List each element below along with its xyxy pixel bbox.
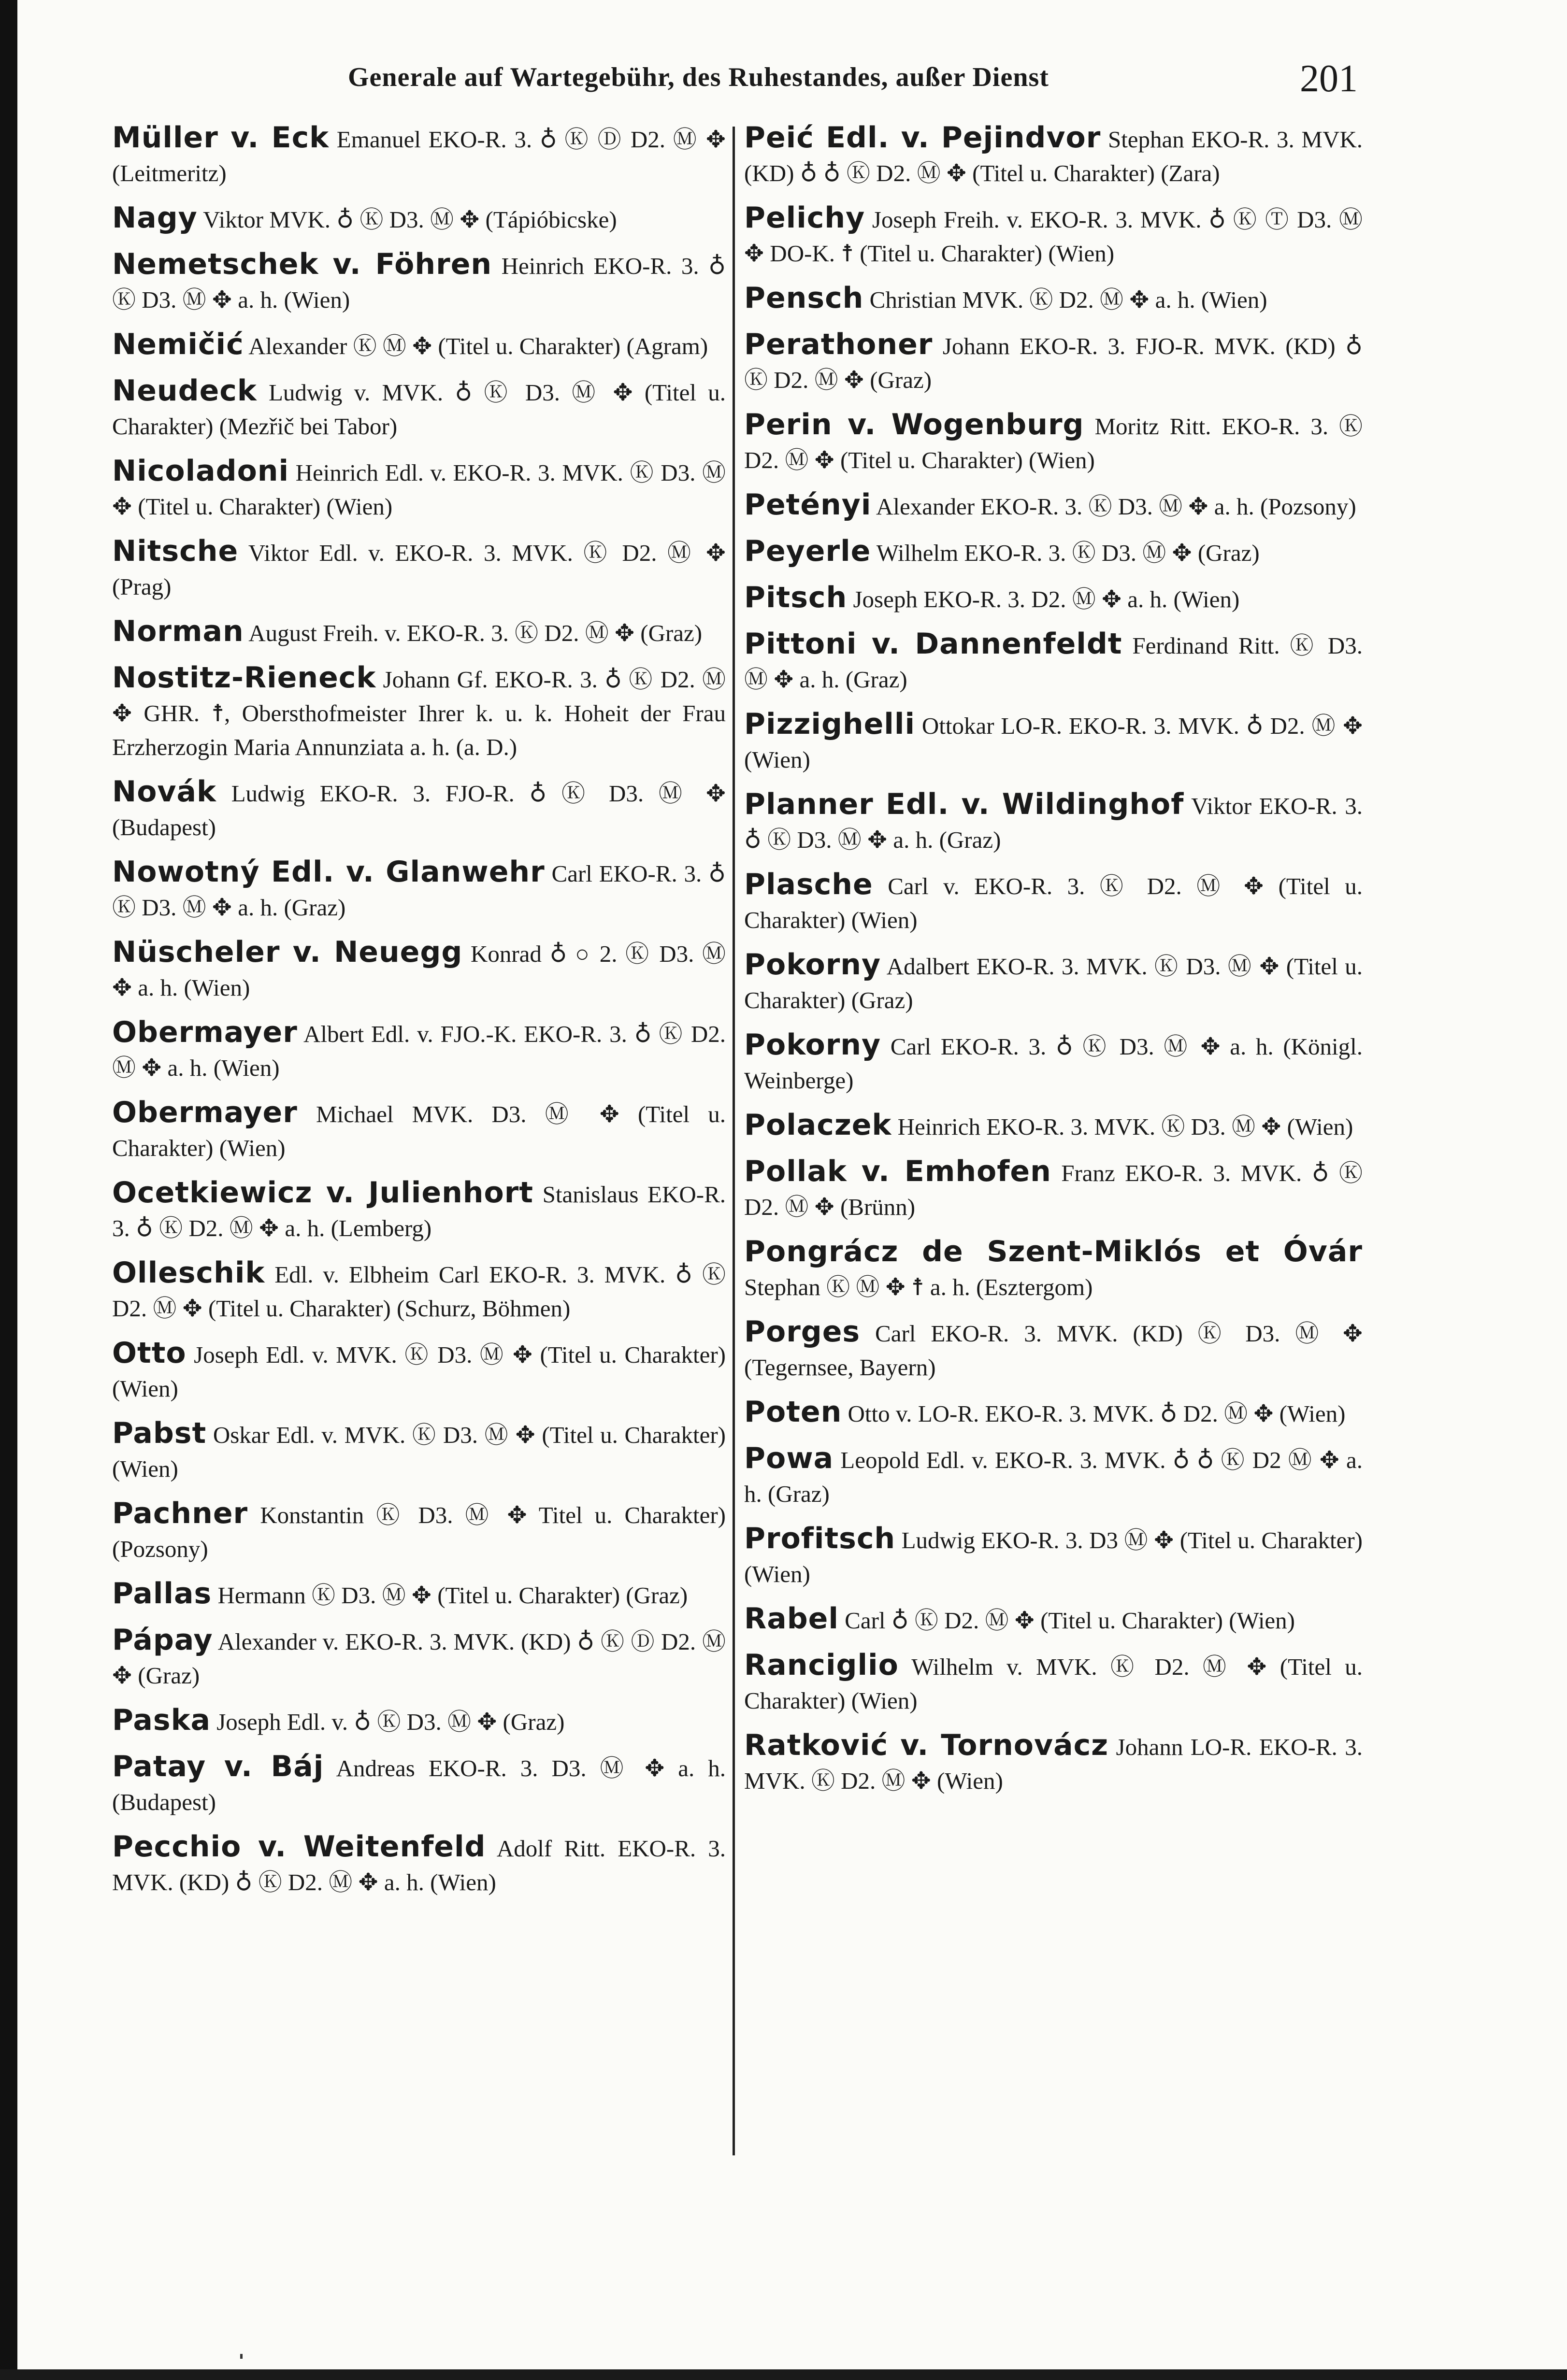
- list-item: [744, 1602, 1363, 1638]
- entry-detail: Hermann Ⓚ D3. Ⓜ ✥ (Titel u. Charakter) (Graz): [212, 1582, 688, 1609]
- entry-detail: Emanuel EKO-R. 3. ♁ Ⓚ Ⓓ D2. Ⓜ ✥ (Leitmeritz): [112, 126, 726, 186]
- entry-name: Pongrácz de Szent-Miklós et Óvár: [744, 1235, 1363, 1268]
- entry-name: Pabst: [112, 1416, 207, 1450]
- list-item: [744, 121, 1363, 190]
- entry-name: Pollak v. Emhofen: [744, 1154, 1051, 1188]
- entry-name: Nostitz-Rieneck: [112, 661, 376, 695]
- entry-detail: Alexander v. EKO-R. 3. MVK. (KD) ♁ Ⓚ Ⓓ D2. Ⓜ ✥ (Graz): [112, 1628, 726, 1689]
- entry-name: Ranciglio: [744, 1648, 899, 1682]
- entry-name: Perin v. Wogenburg: [744, 408, 1084, 442]
- entry-detail: Johann EKO-R. 3. FJO-R. MVK. (KD) ♁ Ⓚ D2. Ⓜ ✥ (Graz): [744, 333, 1363, 393]
- entry-name: Porges: [744, 1315, 861, 1349]
- entry-detail: Ludwig EKO-R. 3. FJO-R. ♁ Ⓚ D3. Ⓜ ✥ (Budapest): [112, 780, 726, 841]
- entry-name: Pitsch: [744, 581, 848, 614]
- list-item: [112, 121, 726, 190]
- entry-detail: Otto v. LO-R. EKO-R. 3. MVK. ♁ D2. Ⓜ ✥ (Wien): [842, 1400, 1346, 1427]
- entry-name: Nicoladoni: [112, 454, 289, 488]
- entry-detail: Stephan EKO-R. 3. MVK. (KD) ♁ ♁ Ⓚ D2. Ⓜ ✥ (Titel u. Charakter) (Zara): [744, 126, 1363, 186]
- entry-name: Ocetkiewicz v. Julienhort: [112, 1176, 533, 1210]
- entry-detail: Andreas EKO-R. 3. D3. Ⓜ ✥ a. h. (Budapest): [112, 1755, 726, 1815]
- entry-detail: Leopold Edl. v. EKO-R. 3. MVK. ♁ ♁ Ⓚ D2 Ⓜ ✥ a. h. (Graz): [744, 1447, 1363, 1507]
- entry-detail: Joseph EKO-R. 3. D2. Ⓜ ✥ a. h. (Wien): [847, 586, 1240, 613]
- entry-detail: Viktor EKO-R. 3. ♁ Ⓚ D3. Ⓜ ✥ a. h. (Graz): [744, 793, 1363, 853]
- list-item: [112, 1703, 726, 1739]
- entry-name: Petényi: [744, 488, 872, 522]
- entry-detail: Joseph Freih. v. EKO-R. 3. MVK. ♁ Ⓚ Ⓣ D3. Ⓜ ✥ DO-K. ☨ (Titel u. Charakter) (Wien): [744, 206, 1363, 267]
- list-item: [744, 707, 1363, 777]
- entry-name: Patay v. Báj: [112, 1750, 324, 1783]
- entry-name: Peić Edl. v. Pejindvor: [744, 121, 1101, 155]
- entry-name: Nowotný Edl. v. Glanwehr: [112, 855, 545, 889]
- entry-detail: Adalbert EKO-R. 3. MVK. Ⓚ D3. Ⓜ ✥ (Titel u. Charakter) (Graz): [744, 953, 1363, 1013]
- entry-detail: Carl ♁ Ⓚ D2. Ⓜ ✥ (Titel u. Charakter) (Wien): [838, 1607, 1295, 1634]
- page-header: [111, 57, 1358, 110]
- entry-name: Nüscheler v. Neuegg: [112, 935, 463, 969]
- list-item: [744, 1395, 1363, 1431]
- list-item: [112, 855, 726, 925]
- list-item: [744, 281, 1363, 317]
- entry-detail: Viktor Edl. v. EKO-R. 3. MVK. Ⓚ D2. Ⓜ ✥ (Prag): [112, 540, 726, 600]
- entry-name: Obermayer: [112, 1096, 298, 1129]
- entry-detail: Stephan Ⓚ Ⓜ ✥ ☨ a. h. (Esztergom): [744, 1274, 1093, 1300]
- running-head: Generale auf Wartegebühr, des Ruhestandes, außer Dienst: [348, 62, 1049, 92]
- entry-detail: Heinrich Edl. v. EKO-R. 3. MVK. Ⓚ D3. Ⓜ ✥ (Titel u. Charakter) (Wien): [112, 459, 726, 520]
- scan-edge-left: [0, 0, 17, 2380]
- entry-detail: Adolf Ritt. EKO-R. 3. MVK. (KD) ♁ Ⓚ D2. Ⓜ ✥ a. h. (Wien): [112, 1835, 726, 1895]
- entry-name: Pokorny: [744, 1028, 881, 1062]
- entry-detail: Alexander EKO-R. 3. Ⓚ D3. Ⓜ ✥ a. h. (Pozsony): [871, 493, 1356, 520]
- entry-name: Neudeck: [112, 374, 257, 408]
- list-item: [112, 614, 726, 650]
- entry-name: Pápay: [112, 1623, 213, 1657]
- right-column: [744, 121, 1363, 1809]
- entry-name: Pensch: [744, 281, 864, 315]
- entry-name: Pachner: [112, 1496, 248, 1530]
- entry-detail: Ludwig EKO-R. 3. D3 Ⓜ ✥ (Titel u. Charakter) (Wien): [744, 1527, 1363, 1587]
- list-item: [112, 534, 726, 604]
- list-item: [112, 374, 726, 443]
- entry-name: Powa: [744, 1441, 834, 1475]
- entry-name: Obermayer: [112, 1015, 298, 1049]
- entry-detail: Carl v. EKO-R. 3. Ⓚ D2. Ⓜ ✥ (Titel u. Charakter) (Wien): [744, 873, 1363, 933]
- entry-name: Plasche: [744, 868, 873, 901]
- entry-name: Pallas: [112, 1577, 212, 1610]
- list-item: [112, 775, 726, 844]
- entry-detail: Wilhelm EKO-R. 3. Ⓚ D3. Ⓜ ✥ (Graz): [871, 540, 1260, 566]
- list-item: [744, 1648, 1363, 1718]
- entry-name: Nemetschek v. Föhren: [112, 247, 492, 281]
- entry-name: Peyerle: [744, 534, 871, 568]
- entry-name: Pizzighelli: [744, 707, 916, 741]
- list-item: [112, 661, 726, 764]
- list-item: [112, 1336, 726, 1406]
- list-item: [744, 1522, 1363, 1591]
- list-item: [112, 454, 726, 524]
- entry-detail: Heinrich EKO-R. 3. ♁ Ⓚ D3. Ⓜ ✥ a. h. (Wien): [112, 253, 726, 313]
- entry-name: Perathoner: [744, 328, 933, 361]
- entry-name: Otto: [112, 1336, 187, 1370]
- list-item: [744, 1235, 1363, 1304]
- list-item: [744, 1728, 1363, 1798]
- entry-name: Pecchio v. Weitenfeld: [112, 1830, 486, 1864]
- entry-detail: Wilhelm v. MVK. Ⓚ D2. Ⓜ ✥ (Titel u. Charakter) (Wien): [744, 1653, 1363, 1714]
- list-item: [744, 581, 1363, 616]
- entry-name: Nitsche: [112, 534, 239, 568]
- entry-detail: Stanislaus EKO-R. 3. ♁ Ⓚ D2. Ⓜ ✥ a. h. (Lemberg): [112, 1181, 726, 1241]
- entry-detail: Carl EKO-R. 3. MVK. (KD) Ⓚ D3. Ⓜ ✥ (Tegernsee, Bayern): [744, 1320, 1363, 1381]
- left-column: [112, 121, 726, 1910]
- entry-name: Poten: [744, 1395, 842, 1429]
- entry-name: Planner Edl. v. Wildinghof: [744, 787, 1184, 821]
- scan-edge-bottom: [0, 2369, 1567, 2380]
- list-item: [744, 1315, 1363, 1384]
- page-number: 201: [1300, 57, 1358, 100]
- entry-detail: Carl EKO-R. 3. ♁ Ⓚ D3. Ⓜ ✥ a. h. (Graz): [112, 860, 726, 921]
- entry-detail: Alexander Ⓚ Ⓜ ✥ (Titel u. Charakter) (Agram): [244, 333, 708, 359]
- entry-name: Nagy: [112, 201, 198, 235]
- list-item: [112, 1176, 726, 1245]
- entry-detail: Ottokar LO-R. EKO-R. 3. MVK. ♁ D2. Ⓜ ✥ (Wien): [744, 713, 1363, 773]
- list-item: [744, 488, 1363, 524]
- list-item: [112, 1416, 726, 1486]
- list-item: [112, 1256, 726, 1325]
- entry-name: Müller v. Eck: [112, 121, 330, 155]
- entry-detail: Edl. v. Elbheim Carl EKO-R. 3. MVK. ♁ Ⓚ D2. Ⓜ ✥ (Titel u. Charakter) (Schurz, Böhmen): [112, 1261, 726, 1322]
- list-item: [744, 868, 1363, 937]
- entry-name: Profitsch: [744, 1522, 896, 1555]
- entry-detail: Moritz Ritt. EKO-R. 3. Ⓚ D2. Ⓜ ✥ (Titel u. Charakter) (Wien): [744, 413, 1363, 473]
- list-item: [744, 408, 1363, 477]
- list-item: [744, 787, 1363, 857]
- entry-detail: Johann Gf. EKO-R. 3. ♁ Ⓚ D2. Ⓜ ✥ GHR. ☨, Obersthofmeister Ihrer k. u. k. Hoheit der Frau Erzherzogin Maria Annunziata a. h. (a. D.): [112, 666, 726, 760]
- list-item: [744, 1028, 1363, 1097]
- list-item: [744, 1441, 1363, 1511]
- list-item: [112, 1750, 726, 1819]
- entry-detail: Michael MVK. D3. Ⓜ ✥ (Titel u. Charakter) (Wien): [112, 1101, 726, 1161]
- entry-detail: Ferdinand Ritt. Ⓚ D3. Ⓜ ✥ a. h. (Graz): [744, 632, 1363, 693]
- list-item: [112, 1577, 726, 1612]
- entry-detail: Joseph Edl. v. ♁ Ⓚ D3. Ⓜ ✥ (Graz): [210, 1709, 565, 1735]
- scan-speck: [240, 2354, 243, 2359]
- list-item: [744, 1154, 1363, 1224]
- list-item: [744, 1108, 1363, 1144]
- entry-name: Paska: [112, 1703, 211, 1737]
- entry-name: Ratković v. Tornovácz: [744, 1728, 1109, 1762]
- list-item: [744, 534, 1363, 570]
- entry-detail: Carl EKO-R. 3. ♁ Ⓚ D3. Ⓜ ✥ a. h. (Königl. Weinberge): [744, 1033, 1363, 1094]
- entry-name: Nemičić: [112, 328, 244, 361]
- entry-name: Novák: [112, 775, 216, 809]
- list-item: [112, 1623, 726, 1693]
- entry-detail: Ludwig v. MVK. ♁ Ⓚ D3. Ⓜ ✥ (Titel u. Charakter) (Mezřič bei Tabor): [112, 379, 726, 440]
- list-item: [744, 948, 1363, 1017]
- entry-detail: August Freih. v. EKO-R. 3. Ⓚ D2. Ⓜ ✥ (Graz): [244, 620, 703, 646]
- list-item: [744, 201, 1363, 271]
- list-item: [744, 328, 1363, 397]
- entry-detail: Christian MVK. Ⓚ D2. Ⓜ ✥ a. h. (Wien): [863, 286, 1267, 313]
- entry-detail: Konstantin Ⓚ D3. Ⓜ ✥ Titel u. Charakter) (Pozsony): [112, 1502, 726, 1562]
- entry-name: Rabel: [744, 1602, 839, 1636]
- column-divider: [733, 127, 735, 2155]
- entry-name: Pelichy: [744, 201, 865, 235]
- list-item: [744, 627, 1363, 697]
- entry-name: Norman: [112, 614, 244, 648]
- entry-detail: Konrad ♁ ○ 2. Ⓚ D3. Ⓜ ✥ a. h. (Wien): [112, 941, 726, 1001]
- entry-detail: Oskar Edl. v. MVK. Ⓚ D3. Ⓜ ✥ (Titel u. Charakter) (Wien): [112, 1422, 726, 1482]
- list-item: [112, 1496, 726, 1566]
- list-item: [112, 935, 726, 1005]
- list-item: [112, 1015, 726, 1085]
- entry-name: Polaczek: [744, 1108, 892, 1142]
- entry-name: Olleschik: [112, 1256, 265, 1290]
- list-item: [112, 247, 726, 317]
- entry-name: Pokorny: [744, 948, 881, 982]
- entry-detail: Franz EKO-R. 3. MVK. ♁ Ⓚ D2. Ⓜ ✥ (Brünn): [744, 1160, 1363, 1220]
- entry-detail: Heinrich EKO-R. 3. MVK. Ⓚ D3. Ⓜ ✥ (Wien): [891, 1113, 1353, 1140]
- list-item: [112, 328, 726, 363]
- list-item: [112, 201, 726, 237]
- entry-detail: Joseph Edl. v. MVK. Ⓚ D3. Ⓜ ✥ (Titel u. Charakter) (Wien): [112, 1341, 726, 1402]
- entry-detail: Johann LO-R. EKO-R. 3. MVK. Ⓚ D2. Ⓜ ✥ (Wien): [744, 1734, 1363, 1794]
- list-item: [112, 1830, 726, 1899]
- entry-detail: Albert Edl. v. FJO.-K. EKO-R. 3. ♁ Ⓚ D2. Ⓜ ✥ a. h. (Wien): [112, 1021, 726, 1081]
- entry-name: Pittoni v. Dannenfeldt: [744, 627, 1122, 661]
- list-item: [112, 1096, 726, 1165]
- entry-detail: Viktor MVK. ♁ Ⓚ D3. Ⓜ ✥ (Tápióbicske): [197, 206, 617, 233]
